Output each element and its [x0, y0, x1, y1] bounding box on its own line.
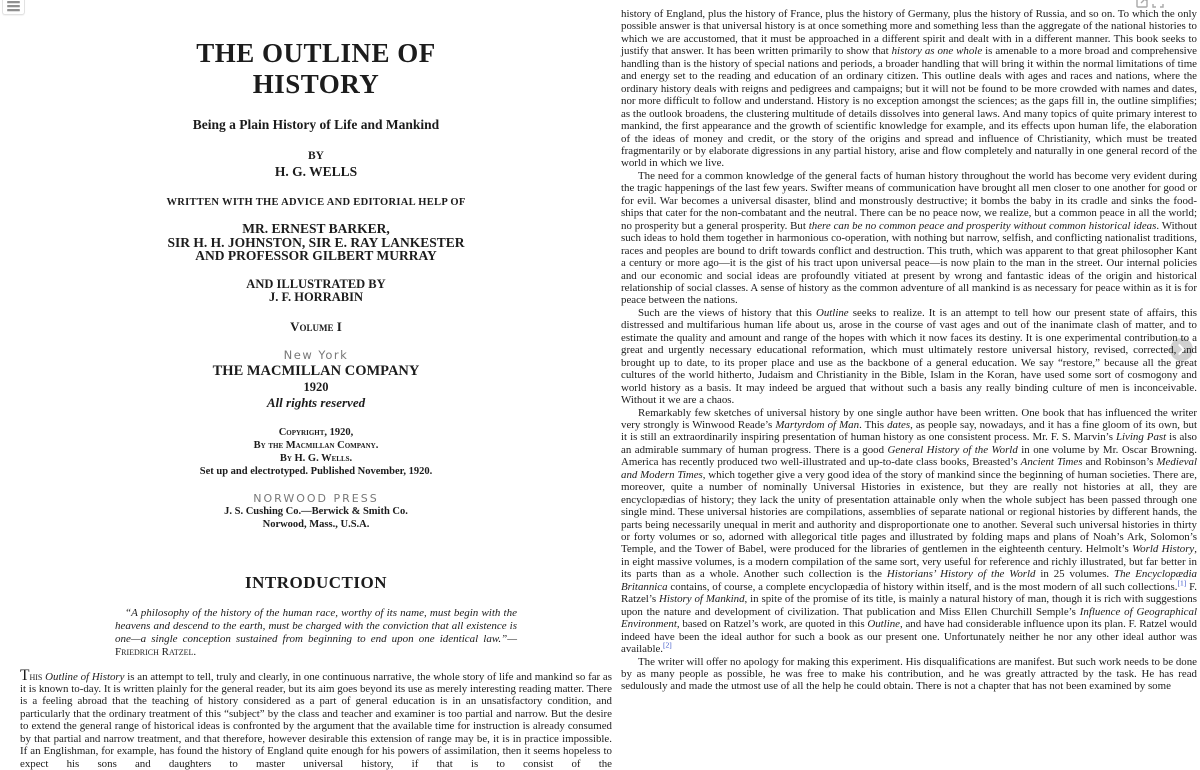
body-paragraph: The writer will offer no apology for making this experiment. His disqualifications are manifest. But such work needs to be done by as many people as possible, he was free to make his contribution, and he was greatly attracted by the task. He has read sedulously and made the utmost use of all the help he could obtain. There is not a chapter that has not been examined by some [621, 656, 1197, 693]
copyright-block [20, 426, 612, 478]
publication-year: 1920 [20, 380, 612, 395]
editor-line: AND PROFESSOR GILBERT MURRAY [20, 249, 612, 263]
volume-label: Volume I [20, 319, 612, 335]
author-name: H. G. WELLS [20, 164, 612, 180]
publisher-city: New York [20, 348, 612, 362]
publisher-name: THE MACMILLAN COMPANY [20, 363, 612, 380]
press-line: Norwood, Mass., U.S.A. [20, 518, 612, 531]
copyright-line: By the Macmillan Company. [20, 439, 612, 452]
chevron-right-icon [1176, 344, 1187, 355]
title-page [20, 0, 612, 675]
body-paragraph: Such are the views of history that this Outline seeks to realize. It is an attempt to tell how our present state of affairs, this distressed and multifarious human life about us, arose in the course of vast ages and out of the inanimate clash of matter, and to estimate the quality and amount and range of the hopes with which it now faces its destiny. It is one experimental contribution to a great and urgently necessary educational reformation, which must ultimately restore universal history, revised, corrected, and brought up to date, to its proper place and use as the backbone of a general education. We say “restore,” because all the great cultures of the world hitherto, Judaism and Christianity in the Bible, Islam in the Koran, have used some sort of cosmogony and world history as a basis. It may indeed be argued that without such a basis any really binding culture of men is inconceivable. Without it we are a chaos. [621, 307, 1197, 407]
footnote-link[interactable]: [2] [663, 640, 672, 649]
body-paragraph: The need for a common knowledge of the general facts of human history throughout the world has become very evident during the tragic happenings of the last few years. Swifter means of communication have brought all men closer to one another for good or for evil. War becomes a universal disaster, blind and monstrously destructive; it bombs the baby in its cradle and sinks the food-ships that cater for the non-combatant and the neutral. There can be no peace now, we realize, but a common peace in all the world; no prosperity but a general prosperity. But there can be no common peace and prosperity without common historical ideas. Without such ideas to hold them together in harmonious co-operation, with nothing but narrow, selfish, and conflicting nationalist traditions, races and peoples are bound to drift towards conflict and destruction. This truth, which was apparent to that great philosopher Kant a century or more ago—it is the gist of his tract upon universal peace—is now plain to the man in the street. Our internal policies and our economic and social ideas are profoundly vitiated at present by wrong and fantastic ideas of the origin and historical relationship of social classes. A sense of history as the common adventure of all mankind is as necessary for peace within as it is for peace between the nations. [621, 170, 1197, 307]
copyright-line: Copyright, 1920, [20, 426, 612, 439]
copyright-line: By H. G. Wells. [20, 452, 612, 465]
next-page-button[interactable] [1170, 338, 1193, 361]
lead-capital: T [20, 667, 29, 684]
book-subtitle: Being a Plain History of Life and Mankind [20, 117, 612, 133]
editors-list [20, 222, 612, 263]
press-name: NORWOOD PRESS [20, 492, 612, 505]
illustrator-block [20, 278, 612, 304]
copyright-line: Set up and electrotyped. Published November, 1920. [20, 465, 612, 478]
editor-line: SIR H. H. JOHNSTON, SIR E. RAY LANKESTER [20, 236, 612, 250]
book-title-line: THE OUTLINE OF [20, 38, 612, 69]
body-paragraph: Remarkably few sketches of universal history by one single author have been written. One book that has influenced the writer very strongly is Winwood Reade’s Martyrdom of Man. This dates, as people say, nowadays, and it has a fine gloom of its own, but it is still an extraordinarily inspiring presentation of human history as one consistent process. Mr. F. S. Marvin’s Living Past is also an admirable summary of human progress. There is a good General History of the World in one volume by Mr. Oscar Browning. America has recently produced two well-illustrated and up-to-date class books, Breasted’s Ancient Times and Robinson’s Medieval and Modern Times, which together give a very good idea of the story of mankind since the beginning of human societies. There are, moreover, quite a number of nominally Universal Histories in existence, but they are really not histories at all, they are encyclopædias of history; they lack the unity of presentation attainable only when the whole subject has been passed through one single mind. These universal histories are compilations, assemblies of separate national or regional histories by different hands, the parts being necessarily unequal in merit and authority and disproportionate one to another. Several such universal histories in thirty or forty volumes or so, adorned with allegorical title pages and illustrated by folding maps and plans of Noah’s Ark, Solomon’s Temple, and the Tower of Babel, were produced for the libraries of gentlemen in the eighteenth century. Helmolt’s World History, in eight massive volumes, is a modern compilation of the same sort, very useful for reference and richly illustrated, but far better in its parts than as a whole. Another such collection is the Historians’ History of the World in 25 volumes. The Encyclopædia Britannica contains, of course, a complete encyclopædia of history within itself, and is the most modern of all such collections.[1] F. Ratzel’s History of Mankind, in spite of the promise of its title, is mainly a natural history of man, though it is rich with suggestions upon the nature and development of civilization. That publication and Miss Ellen Churchill Semple’s Influence of Geographical Environment, based on Ratzel’s work, are quoted in this Outline, and have had considerable influence upon its plan. F. Ratzel would indeed have been the ideal author for such a book as our present one. Unfortunately neither he nor any other ideal author was available.[2] [621, 407, 1197, 656]
rights-notice: All rights reserved [20, 395, 612, 411]
epigraph-quote: “A philosophy of the history of the human race, worthy of its name, must begin with the heavens and descend to the earth, must be charged with the conviction that all existence is one—a single conception sustained from beginning to end upon one identical law.”—Friedrich Ratzel. [115, 607, 517, 659]
illustrated-by-label: AND ILLUSTRATED BY [20, 278, 612, 291]
book-title-line: HISTORY [20, 69, 612, 100]
editor-line: MR. ERNEST BARKER, [20, 222, 612, 236]
introduction-paragraph: This Outline of History is an attempt to tell, truly and clearly, in one continuous narrative, the whole story of life and mankind so far as it is known to-day. It is written plainly for the general reader, but its aim goes beyond its use as merely interesting reading matter. There is a feeling abroad that the teaching of history considered as a part of general education is in an unsatisfactory condition, and particularly that the ordinary treatment of this “subject” by the class and teacher and examiner is too partial and narrow. But the desire to extend the general range of historical ideas is confronted by the argument that the available time for instruction is already consumed by that partial and narrow treatment, and that therefore, however desirable this extension of range may be, it is in practice impossible. If an Englishman, for example, has found the history of England quite enough for his powers of assimilation, then it seems hopeless to expect his sons and daughters to master universal history, if that is to consist of the [20, 668, 612, 770]
press-company-block [20, 505, 612, 531]
body-paragraph: history of England, plus the history of France, plus the history of Germany, plus the history of Russia, and so on. To which the only possible answer is that universal history is at once something more and something less than the aggregate of the national histories to which we are accustomed, that it must be approached in a different spirit and dealt with in a different manner. This book seeks to justify that answer. It has been written primarily to show that history as one whole is amenable to a more broad and comprehensive handling than is the history of special nations and periods, a broader handling that will bring it within the normal limitations of time and energy set to the reading and education of an ordinary citizen. This outline deals with ages and races and nations, where the ordinary history deals with reigns and pedigrees and campaigns; but it will not be found to be more crowded with names and dates, nor more difficult to follow and understand. History is no exception amongst the sciences; as the gaps fill in, the outline simplifies; as the outlook broadens, the clustering multitude of details dissolves into general laws. And many topics of quite primary interest to mankind, the first appearance and the growth of scientific knowledge for example, and its effects upon human life, the elaboration of the ideas of money and credit, or the story of the origins and spread and influence of Christianity, which must be treated fragmentarily or by elaborate digressions in any partial history, arise and flow completely and naturally in one general record of the world in which we live. [621, 8, 1197, 170]
introduction-heading: INTRODUCTION [20, 573, 612, 593]
illustrator-name: J. F. HORRABIN [20, 291, 612, 304]
footnote-link[interactable]: [1] [1178, 578, 1187, 587]
by-label: BY [20, 150, 612, 162]
advice-line: WRITTEN WITH THE ADVICE AND EDITORIAL HELP OF [20, 197, 612, 208]
text-page [621, 0, 1197, 675]
press-line: J. S. Cushing Co.—Berwick & Smith Co. [20, 505, 612, 518]
book-title [20, 38, 612, 100]
